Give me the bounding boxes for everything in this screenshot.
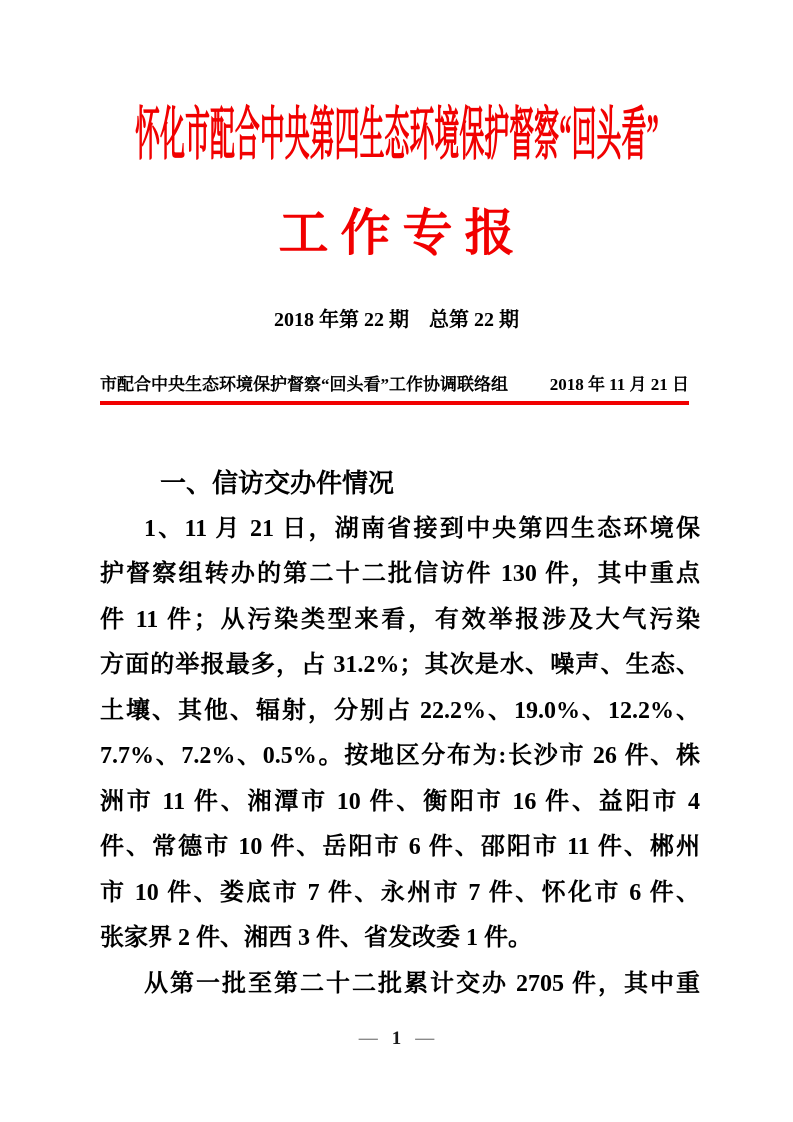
document-title-line1: 怀化市配合中央第四生态环境保护督察“回头看” (134, 102, 659, 167)
document-body (100, 461, 700, 1007)
issue-number-line: 2018 年第 22 期 总第 22 期 (274, 309, 519, 331)
document-title-line2: 工作专报 (278, 205, 527, 261)
page-footer (0, 1025, 793, 1053)
document-header (0, 104, 793, 166)
issue-date: 2018 年 11 月 21 日 (549, 375, 689, 394)
body-line: 市 10 件、娄底市 7 件、永州市 7 件、怀化市 6 件、 (100, 879, 700, 906)
body-line: 7.7%、7.2%、0.5%。按地区分布为:长沙市 26 件、株 (100, 743, 700, 769)
document-body-lines (100, 507, 700, 1008)
body-line: 张家界 2 件、湘西 3 件、省发改委 1 件。 (100, 925, 532, 951)
body-line: 护督察组转办的第二十二批信访件 130 件，其中重点 (100, 561, 700, 587)
masthead-divider-rule (100, 401, 689, 405)
body-line: 1、11 月 21 日，湖南省接到中央第四生态环境保 (144, 515, 700, 542)
footer-dash-right: — (415, 1028, 435, 1049)
body-line: 方面的举报最多，占 31.2%；其次是水、噪声、生态、 (100, 652, 700, 678)
body-line: 件 11 件；从污染类型来看，有效举报涉及大气污染 (100, 606, 700, 633)
masthead-row (100, 371, 689, 399)
body-line: 从第一批至第二十二批累计交办 2705 件，其中重 (144, 970, 700, 997)
section-heading: 一、信访交办件情况 (160, 468, 395, 498)
issuing-organization: 市配合中央生态环境保护督察“回头看”工作协调联络组 (100, 375, 508, 394)
body-line: 件、常德市 10 件、岳阳市 6 件、邵阳市 11 件、郴州 (100, 834, 700, 860)
footer-dash-left: — (358, 1028, 378, 1049)
body-line: 洲市 11 件、湘潭市 10 件、衡阳市 16 件、益阳市 4 (100, 788, 700, 815)
body-line: 土壤、其他、辐射，分别占 22.2%、19.0%、12.2%、 (100, 697, 700, 724)
page-number: 1 (391, 1028, 402, 1049)
